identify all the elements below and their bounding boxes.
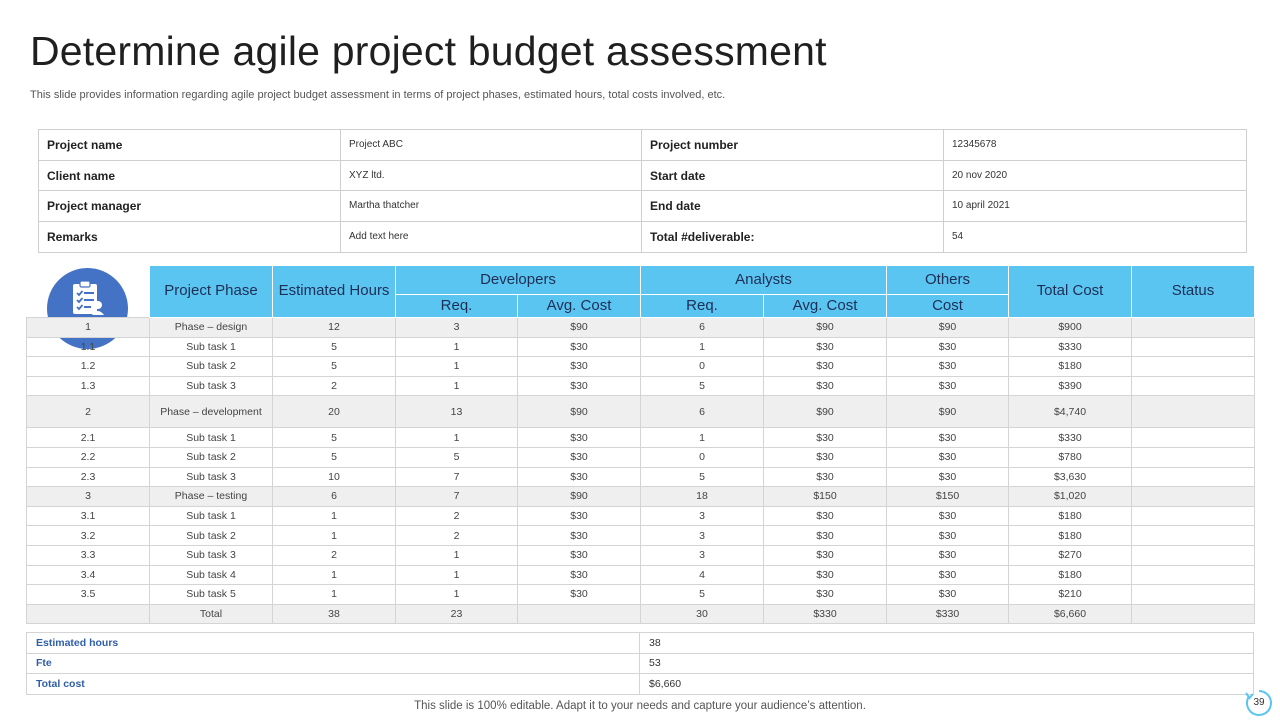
cell-others-cost: $90 [887,396,1009,428]
header-project-phase: Project Phase [150,266,273,318]
page-number: 39 [1253,697,1265,708]
summary-label: Total cost [27,674,640,695]
cell-total-cost: $180 [1009,526,1132,546]
cell-an-req: 3 [641,506,764,526]
cell-total-cost: $180 [1009,506,1132,526]
cell-dev-req: 5 [396,447,518,467]
cell-phase: Sub task 3 [150,545,273,565]
cell-phase: Total [150,604,273,624]
summary-value[interactable]: 53 [640,653,1254,674]
cell-dev-cost: $90 [518,487,641,507]
cell-status[interactable] [1132,467,1255,487]
cell-dev-req: 1 [396,428,518,448]
cell-dev-cost: $30 [518,506,641,526]
cell-others-cost: $30 [887,585,1009,605]
project-info-table [38,129,1247,253]
cell-phase: Sub task 1 [150,506,273,526]
cell-phase: Phase – testing [150,487,273,507]
info-label: Remarks [39,222,341,253]
cell-status[interactable] [1132,487,1255,507]
cell-hours: 1 [273,526,396,546]
header-an-req: Req. [641,295,764,318]
cell-status[interactable] [1132,396,1255,428]
header-an-avg-cost: Avg. Cost [764,295,887,318]
cell-phase: Phase – design [150,318,273,338]
info-row [39,130,1247,161]
cell-phase: Sub task 4 [150,565,273,585]
info-value[interactable]: XYZ ltd. [341,160,642,191]
cell-phase: Sub task 2 [150,526,273,546]
cell-id: 3.4 [27,565,150,585]
cell-dev-cost: $30 [518,467,641,487]
cell-an-cost: $30 [764,506,887,526]
cell-others-cost: $30 [887,376,1009,396]
cell-id: 3.2 [27,526,150,546]
info-value[interactable]: Add text here [341,222,642,253]
cell-dev-req: 1 [396,376,518,396]
table-row [27,357,1255,377]
cell-hours: 20 [273,396,396,428]
cell-hours: 2 [273,376,396,396]
cell-an-req: 1 [641,337,764,357]
cell-dev-req: 3 [396,318,518,338]
cell-phase: Sub task 1 [150,337,273,357]
cell-dev-cost: $30 [518,337,641,357]
cell-hours: 2 [273,545,396,565]
info-value[interactable]: 12345678 [944,130,1247,161]
slide-subtitle: This slide provides information regarding agile project budget assessment in terms of project phases, estimated hours, total costs involved, etc. [30,89,726,101]
cell-dev-cost: $30 [518,545,641,565]
cell-dev-req: 13 [396,396,518,428]
cell-phase: Sub task 2 [150,447,273,467]
cell-an-cost: $330 [764,604,887,624]
summary-value[interactable]: 38 [640,633,1254,654]
table-row [27,604,1255,624]
summary-value[interactable]: $6,660 [640,674,1254,695]
table-row [27,565,1255,585]
cell-others-cost: $30 [887,357,1009,377]
cell-an-cost: $30 [764,428,887,448]
table-row [27,376,1255,396]
cell-an-cost: $150 [764,487,887,507]
cell-an-cost: $30 [764,467,887,487]
cell-an-cost: $30 [764,585,887,605]
cell-status[interactable] [1132,585,1255,605]
cell-hours: 1 [273,585,396,605]
cell-status[interactable] [1132,604,1255,624]
summary-table [26,632,1254,695]
table-row [27,428,1255,448]
cell-an-req: 30 [641,604,764,624]
cell-id: 1.1 [27,337,150,357]
cell-status[interactable] [1132,337,1255,357]
cell-dev-cost [518,604,641,624]
cell-phase: Sub task 5 [150,585,273,605]
info-label: Total #deliverable: [642,222,944,253]
cell-others-cost: $30 [887,545,1009,565]
cell-id: 2.3 [27,467,150,487]
cell-dev-req: 1 [396,337,518,357]
cell-total-cost: $210 [1009,585,1132,605]
cell-others-cost: $30 [887,467,1009,487]
cell-others-cost: $30 [887,565,1009,585]
cell-dev-req: 7 [396,467,518,487]
info-row [39,191,1247,222]
cell-dev-req: 2 [396,526,518,546]
info-label: Start date [642,160,944,191]
cell-total-cost: $3,630 [1009,467,1132,487]
budget-table [26,265,1255,624]
summary-row [27,653,1254,674]
cell-an-cost: $30 [764,526,887,546]
cell-dev-cost: $30 [518,585,641,605]
cell-an-cost: $30 [764,565,887,585]
slide-title: Determine agile project budget assessment [30,28,827,74]
cell-others-cost: $30 [887,428,1009,448]
header-status: Status [1132,266,1255,318]
cell-id: 2.2 [27,447,150,467]
cell-an-req: 0 [641,447,764,467]
cell-an-req: 4 [641,565,764,585]
cell-total-cost: $6,660 [1009,604,1132,624]
cell-an-cost: $30 [764,357,887,377]
header-dev-avg-cost: Avg. Cost [518,295,641,318]
cell-dev-cost: $90 [518,318,641,338]
cell-status[interactable] [1132,318,1255,338]
cell-others-cost: $330 [887,604,1009,624]
cell-an-cost: $90 [764,396,887,428]
cell-hours: 1 [273,565,396,585]
cell-status[interactable] [1132,428,1255,448]
cell-an-req: 5 [641,376,764,396]
cell-id: 3.3 [27,545,150,565]
cell-phase: Phase – development [150,396,273,428]
info-value[interactable]: Martha thatcher [341,191,642,222]
cell-dev-req: 1 [396,565,518,585]
info-label: Client name [39,160,341,191]
cell-phase: Sub task 2 [150,357,273,377]
cell-an-req: 6 [641,318,764,338]
cell-hours: 5 [273,357,396,377]
cell-others-cost: $30 [887,447,1009,467]
summary-label: Estimated hours [27,633,640,654]
header-total-cost: Total Cost [1009,266,1132,318]
cell-id: 2 [27,396,150,428]
cell-dev-req: 23 [396,604,518,624]
cell-hours: 6 [273,487,396,507]
cell-dev-req: 2 [396,506,518,526]
summary-label: Fte [27,653,640,674]
cell-dev-cost: $30 [518,376,641,396]
cell-dev-req: 1 [396,545,518,565]
cell-status[interactable] [1132,357,1255,377]
header-others-cost: Cost [887,295,1009,318]
header-analysts: Analysts [641,266,887,295]
cell-total-cost: $900 [1009,318,1132,338]
table-row [27,337,1255,357]
page-number-badge [1244,688,1274,718]
budget-table-body [27,318,1255,624]
cell-others-cost: $90 [887,318,1009,338]
table-row [27,506,1255,526]
table-row [27,396,1255,428]
cell-status[interactable] [1132,545,1255,565]
cell-an-req: 0 [641,357,764,377]
cell-dev-req: 7 [396,487,518,507]
cell-id: 2.1 [27,428,150,448]
cell-id [27,604,150,624]
cell-dev-cost: $30 [518,526,641,546]
cell-total-cost: $270 [1009,545,1132,565]
cell-status[interactable] [1132,565,1255,585]
cell-hours: 12 [273,318,396,338]
cell-an-req: 6 [641,396,764,428]
info-row [39,222,1247,253]
cell-id: 3.5 [27,585,150,605]
cell-hours: 1 [273,506,396,526]
cell-an-req: 18 [641,487,764,507]
cell-status[interactable] [1132,506,1255,526]
table-row [27,447,1255,467]
cell-an-req: 5 [641,585,764,605]
cell-hours: 5 [273,337,396,357]
cell-total-cost: $180 [1009,565,1132,585]
cell-an-req: 3 [641,526,764,546]
table-row [27,545,1255,565]
summary-row [27,674,1254,695]
cell-an-req: 5 [641,467,764,487]
cell-status[interactable] [1132,447,1255,467]
cell-id: 1.3 [27,376,150,396]
cell-an-cost: $30 [764,337,887,357]
slide-footer: This slide is 100% editable. Adapt it to your needs and capture your audience’s attention. [414,700,866,712]
info-row [39,160,1247,191]
cell-id: 1 [27,318,150,338]
info-label: Project name [39,130,341,161]
cell-others-cost: $30 [887,526,1009,546]
cell-an-req: 3 [641,545,764,565]
info-label: End date [642,191,944,222]
cell-an-cost: $90 [764,318,887,338]
info-value[interactable]: 20 nov 2020 [944,160,1247,191]
header-dev-req: Req. [396,295,518,318]
cell-total-cost: $4,740 [1009,396,1132,428]
cell-phase: Sub task 1 [150,428,273,448]
cell-dev-req: 1 [396,357,518,377]
cell-status[interactable] [1132,526,1255,546]
cell-id: 1.2 [27,357,150,377]
cell-hours: 10 [273,467,396,487]
cell-total-cost: $330 [1009,428,1132,448]
cell-status[interactable] [1132,376,1255,396]
cell-id: 3.1 [27,506,150,526]
cell-others-cost: $30 [887,506,1009,526]
cell-an-cost: $30 [764,447,887,467]
info-label: Project manager [39,191,341,222]
cell-phase: Sub task 3 [150,376,273,396]
table-row [27,585,1255,605]
cell-an-cost: $30 [764,545,887,565]
cell-total-cost: $1,020 [1009,487,1132,507]
info-value[interactable]: 54 [944,222,1247,253]
summary-row [27,633,1254,654]
cell-id: 3 [27,487,150,507]
header-corner [27,266,150,318]
cell-dev-cost: $30 [518,357,641,377]
cell-an-cost: $30 [764,376,887,396]
cell-hours: 5 [273,428,396,448]
cell-phase: Sub task 3 [150,467,273,487]
cell-others-cost: $150 [887,487,1009,507]
info-label: Project number [642,130,944,161]
cell-hours: 5 [273,447,396,467]
cell-dev-req: 1 [396,585,518,605]
cell-dev-cost: $30 [518,428,641,448]
header-estimated-hours: Estimated Hours [273,266,396,318]
cell-others-cost: $30 [887,337,1009,357]
cell-an-req: 1 [641,428,764,448]
table-row [27,467,1255,487]
info-value[interactable]: Project ABC [341,130,642,161]
header-others: Others [887,266,1009,295]
cell-total-cost: $390 [1009,376,1132,396]
cell-total-cost: $330 [1009,337,1132,357]
header-developers: Developers [396,266,641,295]
cell-total-cost: $780 [1009,447,1132,467]
info-value[interactable]: 10 april 2021 [944,191,1247,222]
table-row [27,487,1255,507]
table-row [27,318,1255,338]
cell-dev-cost: $30 [518,565,641,585]
cell-dev-cost: $30 [518,447,641,467]
table-row [27,526,1255,546]
cell-dev-cost: $90 [518,396,641,428]
cell-total-cost: $180 [1009,357,1132,377]
cell-hours: 38 [273,604,396,624]
